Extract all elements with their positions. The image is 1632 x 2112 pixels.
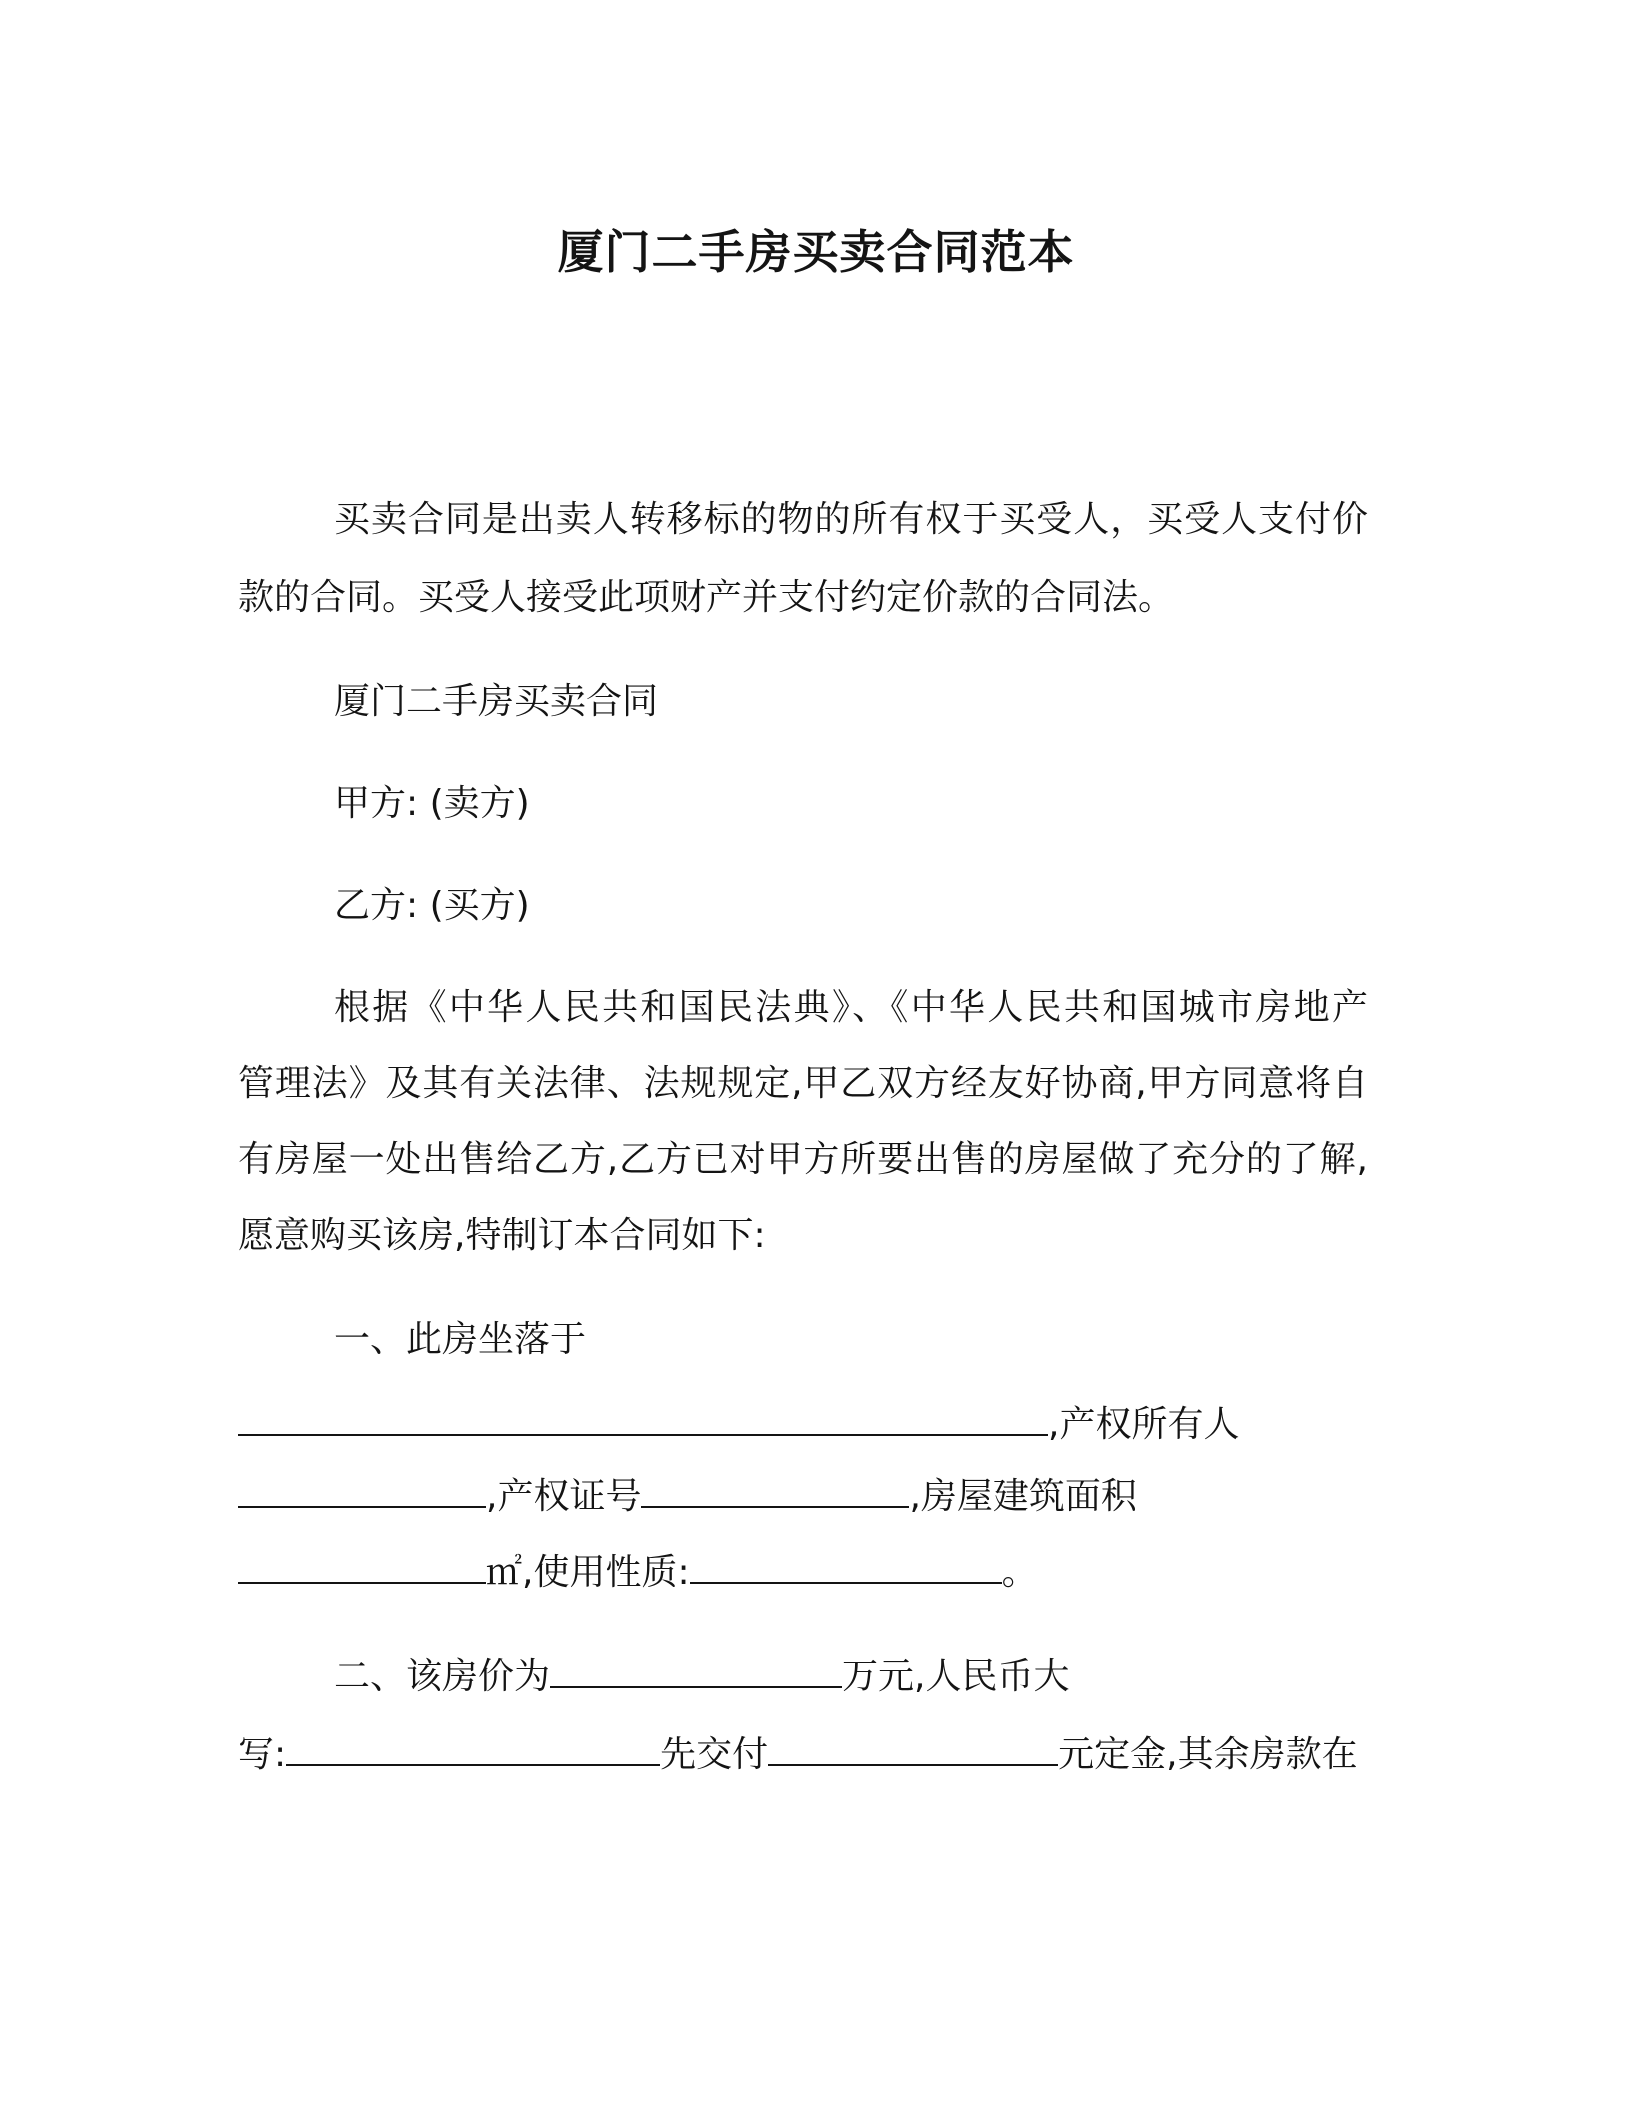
price-blank xyxy=(550,1652,842,1688)
clause2-price-row xyxy=(334,1652,1069,1701)
price-unit: 万元,人民币大 xyxy=(842,1656,1070,1697)
contract-heading: 厦门二手房买卖合同 xyxy=(334,681,659,722)
cert-blank xyxy=(641,1472,909,1508)
clause2-deposit-row xyxy=(238,1730,1358,1779)
basis-line-4: 愿意购买该房,特制订本合同如下: xyxy=(238,1215,766,1256)
use-blank xyxy=(690,1548,1002,1584)
clause1-location-row xyxy=(238,1400,1239,1449)
intro-line-2: 款的合同。买受人接受此项财产并支付约定价款的合同法。 xyxy=(238,577,1175,618)
deposit-prefix: 先交付 xyxy=(660,1734,769,1775)
clause1-area-row xyxy=(238,1548,1038,1597)
deposit-suffix: 元定金,其余房款在 xyxy=(1058,1734,1358,1775)
basis-line-2: 管理法》及其有关法律、法规规定,甲乙双方经友好协商,甲方同意将自 xyxy=(238,1063,1368,1104)
area-blank xyxy=(238,1548,486,1584)
area-label: ,房屋建筑面积 xyxy=(909,1476,1137,1517)
clause1-owner-row xyxy=(238,1472,1137,1521)
document-title: 厦门二手房买卖合同范本 xyxy=(557,225,1075,279)
owner-label: ,产权所有人 xyxy=(1048,1404,1240,1445)
party-b: 乙方: (买方) xyxy=(334,885,530,926)
intro-line-1: 买卖合同是出卖人转移标的物的所有权于买受人，买受人支付价 xyxy=(334,499,1368,540)
basis-line-1: 根据《中华人民共和国民法典》、《中华人民共和国城市房地产 xyxy=(334,987,1368,1028)
capital-blank xyxy=(286,1730,660,1766)
deposit-blank xyxy=(768,1730,1058,1766)
use-label: ㎡,使用性质: xyxy=(486,1552,690,1593)
cert-label: ,产权证号 xyxy=(486,1476,642,1517)
capital-prefix: 写: xyxy=(238,1734,287,1775)
clause1-heading: 一、此房坐落于 xyxy=(334,1319,587,1360)
basis-line-3: 有房屋一处出售给乙方,乙方已对甲方所要出售的房屋做了充分的了解, xyxy=(238,1139,1368,1180)
owner-blank xyxy=(238,1472,486,1508)
party-a: 甲方: (卖方) xyxy=(334,783,530,824)
price-prefix: 二、该房价为 xyxy=(334,1656,551,1697)
clause1-end: 。 xyxy=(1001,1552,1038,1593)
location-blank xyxy=(238,1400,1048,1436)
